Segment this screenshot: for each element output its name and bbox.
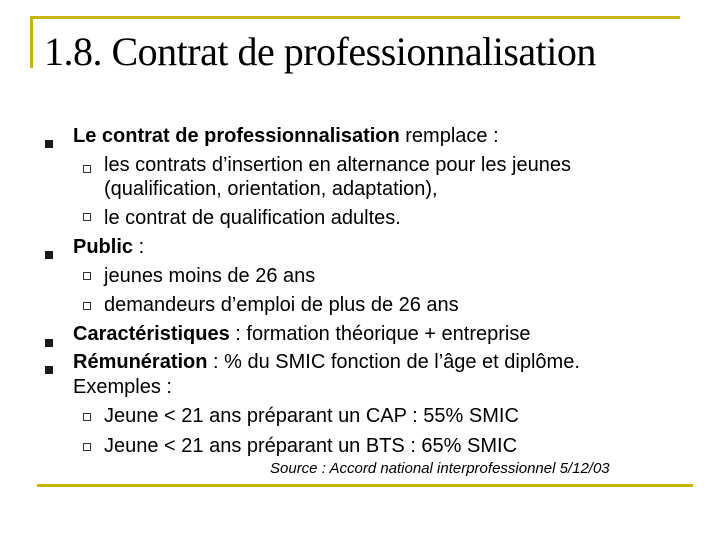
hollow-square-bullet-icon xyxy=(83,413,91,421)
item-1-line xyxy=(73,124,499,148)
item-4-line-2: Exemples : xyxy=(73,376,172,398)
source-citation: Source : Accord national interprofessionnel 5/12/03 xyxy=(270,460,610,477)
title-top-rule xyxy=(30,16,680,19)
footer-rule xyxy=(37,484,693,487)
item-1-sub-2: le contrat de qualification adultes. xyxy=(104,207,401,229)
title-accent-bar xyxy=(30,16,33,68)
item-1-rest: remplace : xyxy=(399,125,499,147)
hollow-square-bullet-icon xyxy=(83,443,91,451)
square-bullet-icon xyxy=(45,251,53,259)
item-2-rest: : xyxy=(133,236,145,258)
hollow-square-bullet-icon xyxy=(83,302,91,310)
item-2-line xyxy=(73,235,144,259)
item-3-line xyxy=(73,322,530,346)
hollow-square-bullet-icon xyxy=(83,165,91,173)
item-4-rest: : % du SMIC fonction de l’âge et diplôme. xyxy=(207,351,580,373)
item-4-sub-2: Jeune < 21 ans préparant un BTS : 65% SMIC xyxy=(104,435,518,457)
item-2-sub-2: demandeurs d’emploi de plus de 26 ans xyxy=(104,294,459,316)
slide-title: 1.8. Contrat de professionnalisation xyxy=(44,29,596,74)
hollow-square-bullet-icon xyxy=(83,272,91,280)
item-4-line xyxy=(73,350,580,374)
item-3-bold: Caractéristiques xyxy=(73,323,230,345)
item-3-rest: : formation théorique + entreprise xyxy=(229,323,531,345)
item-2-bold: Public xyxy=(73,236,134,258)
hollow-square-bullet-icon xyxy=(83,213,91,221)
item-1-sub-1-line-2: (qualification, orientation, adaptation), xyxy=(104,178,438,200)
square-bullet-icon xyxy=(45,140,53,148)
item-4-sub-1: Jeune < 21 ans préparant un CAP : 55% SMIC xyxy=(104,405,519,427)
square-bullet-icon xyxy=(45,366,53,374)
item-4-bold: Rémunération xyxy=(73,351,208,373)
item-1-sub-1-line-1: les contrats d’insertion en alternance pour les jeunes xyxy=(104,154,571,176)
item-2-sub-1: jeunes moins de 26 ans xyxy=(104,265,316,287)
square-bullet-icon xyxy=(45,339,53,347)
item-1-bold: Le contrat de professionnalisation xyxy=(73,125,400,147)
